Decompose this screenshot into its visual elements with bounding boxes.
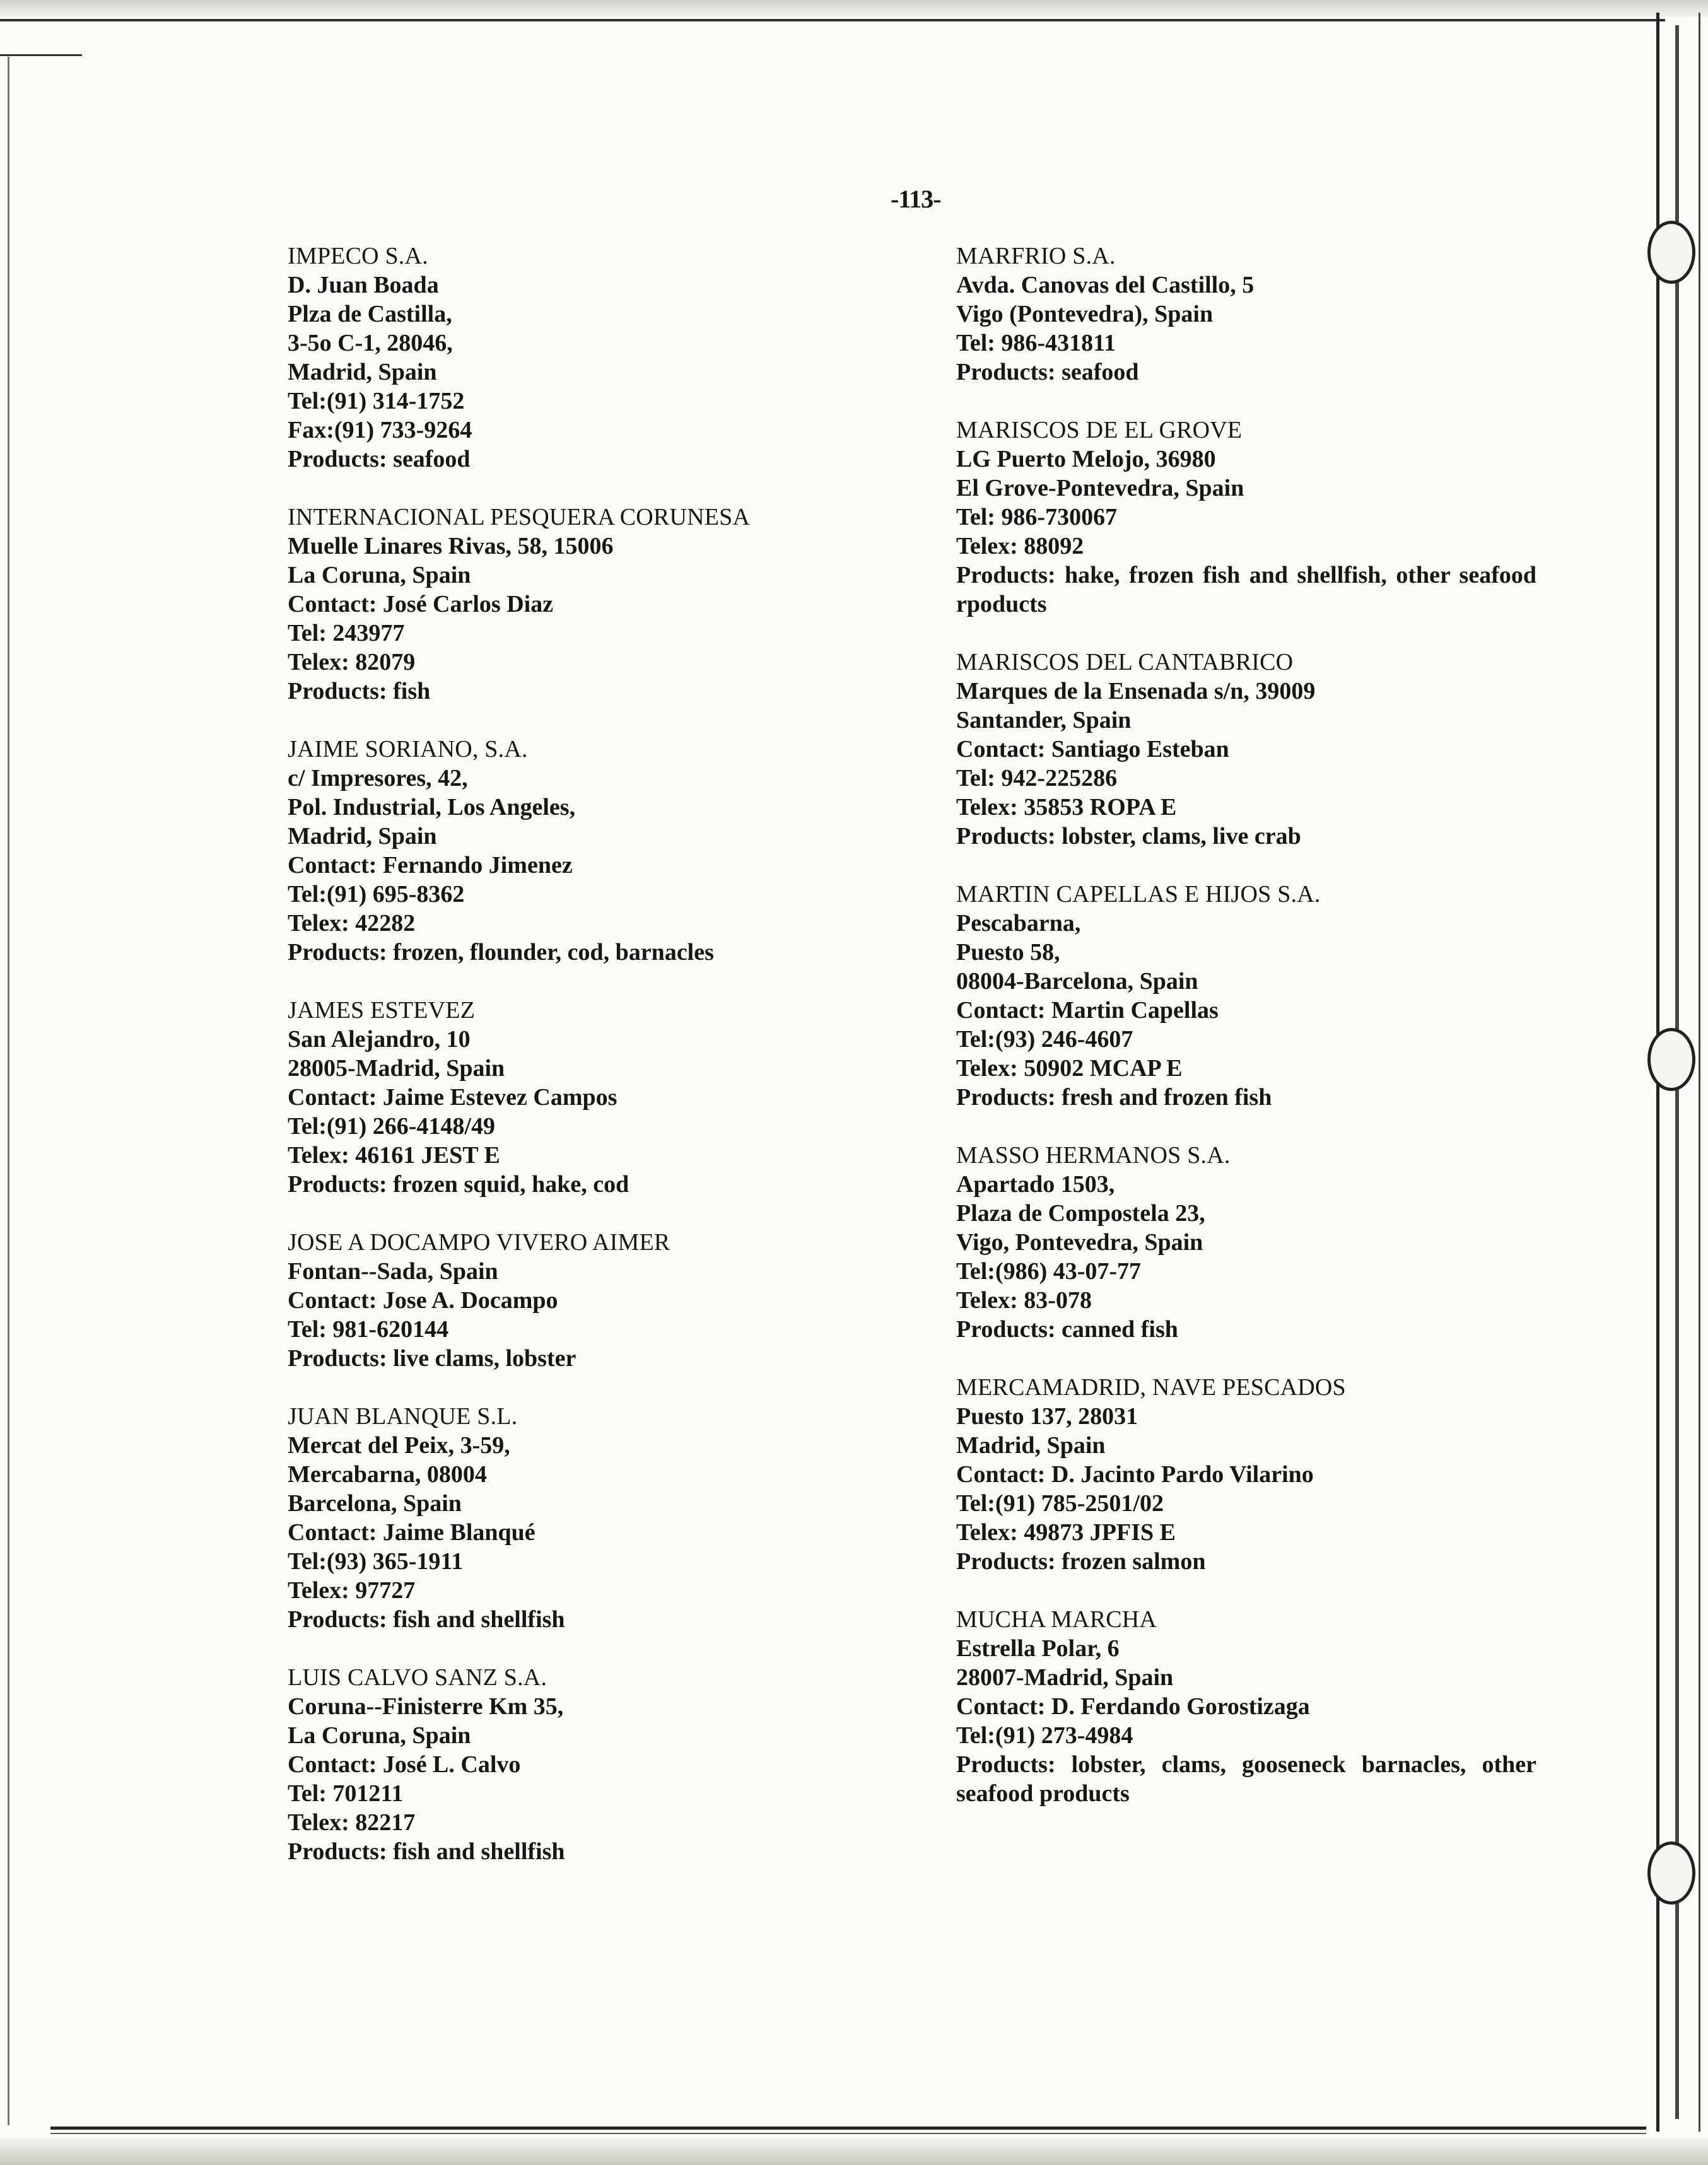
entry-detail-line: Mercat del Peix, 3-59, bbox=[288, 1432, 510, 1459]
entry-detail-line: Contact: Jaime Estevez Campos bbox=[288, 1084, 617, 1111]
entry-detail-line: Contact: Santiago Esteban bbox=[956, 736, 1229, 762]
entry-detail-line: Tel:(91) 273-4984 bbox=[956, 1722, 1133, 1749]
entry-detail-line: Products: frozen salmon bbox=[956, 1548, 1206, 1575]
directory-entry bbox=[956, 1605, 1618, 1808]
entry-detail-line: Tel:(986) 43-07-77 bbox=[956, 1258, 1142, 1285]
scan-edge-top bbox=[0, 0, 1708, 18]
entry-detail-line: Telex: 97727 bbox=[288, 1577, 416, 1604]
entry-detail-line: 28007-Madrid, Spain bbox=[956, 1664, 1174, 1691]
entry-detail-line: San Alejandro, 10 bbox=[288, 1026, 471, 1053]
entry-detail-line: Vigo (Pontevedra), Spain bbox=[956, 301, 1214, 327]
entry-detail-line: Plza de Castilla, bbox=[288, 301, 452, 327]
entry-detail-line: Contact: Jaime Blanqué bbox=[288, 1519, 535, 1546]
entry-detail-line: Telex: 82217 bbox=[288, 1809, 416, 1836]
entry-detail-line: Products: frozen squid, hake, cod bbox=[288, 1171, 629, 1198]
entry-detail-line: Tel:(93) 365-1911 bbox=[288, 1548, 464, 1575]
entry-detail-line: Products: hake, frozen fish and shellfish, other seafood rpoducts bbox=[956, 562, 1536, 617]
company-name: MARISCOS DE EL GROVE bbox=[956, 417, 1243, 443]
frame-rule-bottom-thin bbox=[50, 2133, 1646, 2134]
company-name: MUCHA MARCHA bbox=[956, 1606, 1157, 1633]
entry-detail-line: Madrid, Spain bbox=[956, 1432, 1106, 1459]
entry-detail-line: Products: fish bbox=[288, 678, 431, 704]
directory-entry bbox=[956, 880, 1618, 1112]
entry-detail-line: Products: lobster, clams, gooseneck barnacles, other seafood products bbox=[956, 1751, 1536, 1807]
entry-detail-line: Fontan--Sada, Spain bbox=[288, 1258, 498, 1285]
entry-detail-line: Tel:(93) 246-4607 bbox=[956, 1026, 1133, 1053]
company-name: JUAN BLANQUE S.L. bbox=[288, 1403, 518, 1430]
directory-entry bbox=[288, 1663, 950, 1866]
entry-detail-line: Tel:(91) 695-8362 bbox=[288, 881, 465, 907]
entry-detail-line: Madrid, Spain bbox=[288, 823, 437, 849]
entry-detail-line: Telex: 42282 bbox=[288, 910, 416, 937]
entry-detail-line: Estrella Polar, 6 bbox=[956, 1635, 1120, 1662]
right-column bbox=[956, 242, 1618, 1837]
entry-detail-line: Products: seafood bbox=[956, 359, 1139, 385]
entry-detail-line: El Grove-Pontevedra, Spain bbox=[956, 475, 1244, 501]
scan-edge-bottom bbox=[0, 2138, 1708, 2165]
entry-detail-line: Fax:(91) 733-9264 bbox=[288, 417, 472, 443]
company-name: MARFRIO S.A. bbox=[956, 243, 1116, 269]
entry-detail-line: Telex: 49873 JPFIS E bbox=[956, 1519, 1176, 1546]
entry-detail-line: La Coruna, Spain bbox=[288, 562, 471, 588]
directory-entry bbox=[956, 242, 1618, 387]
entry-detail-line: Contact: Fernando Jimenez bbox=[288, 852, 573, 878]
entry-detail-line: Contact: Martin Capellas bbox=[956, 997, 1219, 1024]
entry-detail-line: Tel: 986-730067 bbox=[956, 504, 1118, 530]
entry-detail-line: Products: fish and shellfish bbox=[288, 1838, 565, 1865]
company-name: MARTIN CAPELLAS E HIJOS S.A. bbox=[956, 881, 1321, 907]
directory-entry bbox=[956, 648, 1618, 851]
entry-detail-line: Contact: D. Jacinto Pardo Vilarino bbox=[956, 1461, 1314, 1488]
entry-detail-line: Marques de la Ensenada s/n, 39009 bbox=[956, 678, 1316, 704]
binder-ring-icon bbox=[1647, 221, 1695, 284]
company-name: JOSE A DOCAMPO VIVERO AIMER bbox=[288, 1229, 670, 1256]
entry-detail-line: Barcelona, Spain bbox=[288, 1490, 462, 1517]
page-number: -113- bbox=[891, 185, 941, 213]
entry-detail-line: Puesto 58, bbox=[956, 939, 1060, 966]
entry-detail-line: Coruna--Finisterre Km 35, bbox=[288, 1693, 564, 1720]
company-name: MARISCOS DEL CANTABRICO bbox=[956, 649, 1294, 675]
directory-entry bbox=[288, 735, 950, 967]
entry-detail-line: 08004-Barcelona, Spain bbox=[956, 968, 1198, 995]
entry-detail-line: Apartado 1503, bbox=[956, 1171, 1115, 1198]
entry-detail-line: Mercabarna, 08004 bbox=[288, 1461, 487, 1488]
entry-detail-line: Telex: 50902 MCAP E bbox=[956, 1055, 1183, 1082]
frame-rule-top bbox=[0, 19, 1665, 21]
entry-detail-line: Tel: 243977 bbox=[288, 620, 405, 646]
frame-rule-top-left bbox=[0, 54, 82, 56]
directory-entry bbox=[956, 1373, 1618, 1576]
directory-entry bbox=[956, 1141, 1618, 1344]
entry-detail-line: Pol. Industrial, Los Angeles, bbox=[288, 794, 576, 820]
entry-detail-line: Products: fish and shellfish bbox=[288, 1606, 565, 1633]
entry-detail-line: Contact: D. Ferdando Gorostizaga bbox=[956, 1693, 1310, 1720]
company-name: LUIS CALVO SANZ S.A. bbox=[288, 1664, 547, 1691]
company-name: MASSO HERMANOS S.A. bbox=[956, 1142, 1231, 1169]
directory-entry bbox=[288, 242, 950, 474]
entry-detail-line: Tel: 942-225286 bbox=[956, 765, 1118, 791]
entry-detail-line: Telex: 88092 bbox=[956, 533, 1084, 559]
entry-detail-line: Tel: 986-431811 bbox=[956, 330, 1116, 356]
entry-detail-line: 28005-Madrid, Spain bbox=[288, 1055, 505, 1082]
entry-detail-line: Tel: 981-620144 bbox=[288, 1316, 449, 1343]
frame-rule-bottom bbox=[50, 2127, 1646, 2130]
entry-detail-line: Telex: 35853 ROPA E bbox=[956, 794, 1177, 820]
entry-detail-line: Muelle Linares Rivas, 58, 15006 bbox=[288, 533, 614, 559]
entry-detail-line: Avda. Canovas del Castillo, 5 bbox=[956, 272, 1255, 298]
entry-detail-line: Telex: 82079 bbox=[288, 649, 416, 675]
entry-detail-line: Tel:(91) 314-1752 bbox=[288, 388, 465, 414]
entry-detail-line: Products: live clams, lobster bbox=[288, 1345, 576, 1372]
entry-detail-line: Telex: 46161 JEST E bbox=[288, 1142, 500, 1169]
directory-entry bbox=[288, 503, 950, 706]
directory-entry bbox=[288, 1402, 950, 1634]
entry-detail-line: Plaza de Compostela 23, bbox=[956, 1200, 1205, 1227]
frame-rule-left bbox=[8, 57, 9, 2125]
entry-detail-line: Products: frozen, flounder, cod, barnacles bbox=[288, 939, 714, 966]
entry-detail-line: Products: seafood bbox=[288, 446, 471, 472]
left-column bbox=[288, 242, 950, 1895]
entry-detail-line: Puesto 137, 28031 bbox=[956, 1403, 1138, 1430]
entry-detail-line: Vigo, Pontevedra, Spain bbox=[956, 1229, 1203, 1256]
entry-detail-line: Contact: José Carlos Diaz bbox=[288, 591, 554, 617]
entry-detail-line: LG Puerto Melojo, 36980 bbox=[956, 446, 1216, 472]
binder-ring-icon bbox=[1647, 1841, 1695, 1905]
entry-detail-line: Telex: 83-078 bbox=[956, 1287, 1092, 1314]
company-name: JAIME SORIANO, S.A. bbox=[288, 736, 528, 762]
entry-detail-line: Products: fresh and frozen fish bbox=[956, 1084, 1272, 1111]
entry-detail-line: c/ Impresores, 42, bbox=[288, 765, 468, 791]
company-name: JAMES ESTEVEZ bbox=[288, 997, 476, 1024]
entry-detail-line: Santander, Spain bbox=[956, 707, 1132, 733]
binder-ring-icon bbox=[1647, 1028, 1695, 1091]
entry-detail-line: Tel:(91) 785-2501/02 bbox=[956, 1490, 1164, 1517]
entry-detail-line: Tel: 701211 bbox=[288, 1780, 404, 1807]
company-name: MERCAMADRID, NAVE PESCADOS bbox=[956, 1374, 1346, 1401]
entry-detail-line: Products: canned fish bbox=[956, 1316, 1178, 1343]
entry-detail-line: Pescabarna, bbox=[956, 910, 1081, 937]
company-name: INTERNACIONAL PESQUERA CORUNESA bbox=[288, 504, 751, 530]
entry-detail-line: Products: lobster, clams, live crab bbox=[956, 823, 1301, 849]
directory-entry bbox=[956, 416, 1618, 619]
directory-entry bbox=[288, 1228, 950, 1373]
entry-detail-line: 3-5o C-1, 28046, bbox=[288, 330, 453, 356]
entry-detail-line: Contact: José L. Calvo bbox=[288, 1751, 521, 1778]
directory-entry bbox=[288, 996, 950, 1199]
entry-detail-line: La Coruna, Spain bbox=[288, 1722, 471, 1749]
entry-detail-line: Contact: Jose A. Docampo bbox=[288, 1287, 558, 1314]
company-name: IMPECO S.A. bbox=[288, 243, 428, 269]
entry-detail-line: Tel:(91) 266-4148/49 bbox=[288, 1113, 495, 1140]
entry-detail-line: D. Juan Boada bbox=[288, 272, 439, 298]
entry-detail-line: Madrid, Spain bbox=[288, 359, 437, 385]
